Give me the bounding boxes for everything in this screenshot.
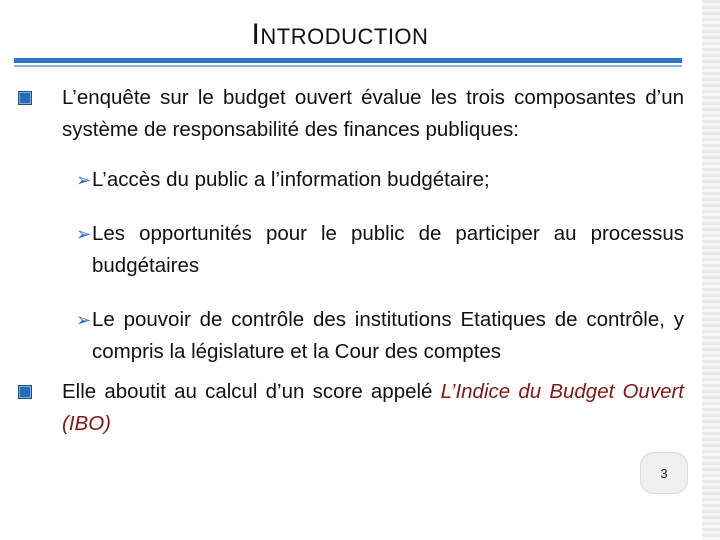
sub-bullet-text: Les opportunités pour le public de participer au processus budgétaires (92, 222, 684, 277)
bullet-text: Elle aboutit au calcul d’un score appelé (62, 380, 441, 403)
sub-bullet-item-2 (14, 218, 684, 282)
arrow-bullet-icon: ➢ (76, 224, 92, 244)
sub-bullet-item-1 (14, 164, 684, 196)
slide-title (0, 18, 680, 52)
title-underline-secondary (14, 65, 682, 67)
bullet-item-2 (14, 376, 684, 440)
bullet-item-1 (14, 82, 684, 146)
square-bullet-icon (18, 385, 32, 399)
sub-bullet-text: L’accès du public a l’information budgétaire; (92, 168, 490, 191)
page-number-badge (640, 452, 688, 494)
slide-content (14, 80, 684, 440)
decorative-border (702, 0, 720, 540)
bullet-text: L’enquête sur le budget ouvert évalue les trois composantes d’un système de responsabilité des finances publiques: (62, 86, 684, 141)
square-bullet-icon (18, 91, 32, 105)
title-initial: I (251, 18, 261, 51)
title-rest: NTRODUCTION (260, 24, 429, 49)
sub-bullet-item-3 (14, 304, 684, 368)
sub-bullet-text: Le pouvoir de contrôle des institutions Etatiques de contrôle, y compris la législature et la Cour des comptes (92, 308, 684, 363)
page-number: 3 (660, 465, 668, 481)
arrow-bullet-icon: ➢ (76, 170, 92, 190)
arrow-bullet-icon: ➢ (76, 310, 92, 330)
ibo-emphasis: L’Indice du Budget Ouvert (IBO) (62, 380, 684, 435)
title-underline (14, 58, 682, 63)
